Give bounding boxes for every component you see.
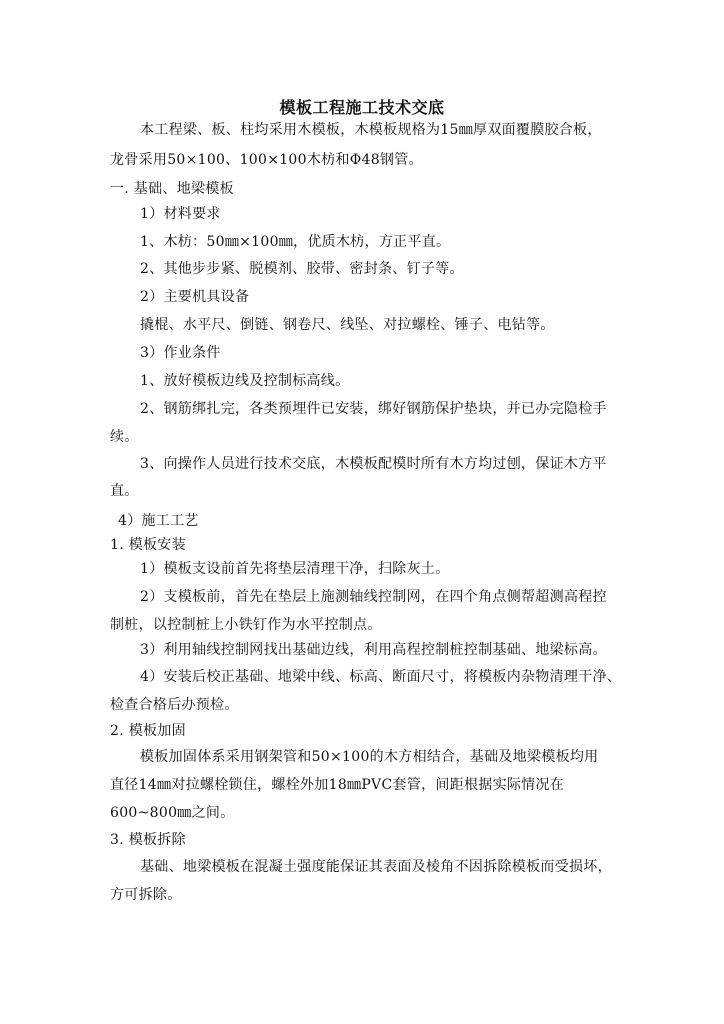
list-item: 4）安装后校正基础、地梁中线、标高、断面尺寸，将模板内杂物清理干净、 — [140, 669, 622, 685]
paragraph-line: 方可拆除。 — [110, 887, 182, 903]
section-heading: 3. 模板拆除 — [110, 832, 186, 848]
subsection-heading: 3）作业条件 — [140, 345, 221, 361]
list-item: 2、其他步步紧、脱模剂、胶带、密封条、钉子等。 — [140, 261, 464, 277]
paragraph-line: 直。 — [110, 483, 139, 499]
subsection-heading: 4）施工工艺 — [118, 513, 199, 529]
paragraph-line: 基础、地梁模板在混凝土强度能保证其表面及棱角不因拆除模板而受损坏， — [140, 859, 612, 875]
section-heading: 2. 模板加固 — [110, 723, 186, 739]
list-item: 1）模板支设前首先将垫层清理干净，扫除灰土。 — [140, 561, 450, 577]
subsection-heading: 2）主要机具设备 — [140, 289, 250, 305]
document-title: 模板工程施工技术交底 — [279, 98, 445, 117]
section-heading: 一. 基础、地梁模板 — [110, 181, 234, 197]
list-item: 1、木枋：50㎜×100㎜，优质木枋，方正平直。 — [140, 234, 451, 250]
list-item: 3）利用轴线控制网找出基础边线，利用高程控制桩控制基础、地梁标高。 — [140, 642, 607, 658]
list-item: 1、放好模板边线及控制标高线。 — [140, 373, 350, 389]
list-item: 2、钢筋绑扎完，各类预埋件已安装，绑好钢筋保护垫块，并已办完隐检手 — [140, 401, 607, 417]
paragraph-line: 撬棍、水平尺、倒链、钢卷尺、线坠、对拉螺栓、锤子、电钻等。 — [140, 317, 555, 333]
paragraph-line: 龙骨采用50×100、100×100木枋和Φ48钢管。 — [110, 152, 423, 168]
subsection-heading: 1）材料要求 — [140, 206, 221, 222]
section-heading: 1. 模板安装 — [110, 537, 186, 553]
list-item: 3、向操作人员进行技术交底，木模板配模时所有木方均过刨，保证木方平 — [140, 456, 607, 472]
paragraph-line: 本工程梁、板、柱均采用木模板，木模板规格为15㎜厚双面覆膜胶合板， — [140, 122, 602, 138]
paragraph-line: 直径14㎜对拉螺栓锁住，螺栓外加18㎜PVC套管，间距根据实际情况在 — [110, 777, 565, 793]
paragraph-line: 制桩，以控制桩上小铁钉作为水平控制点。 — [110, 617, 382, 633]
paragraph-line: 检查合格后办预检。 — [110, 697, 239, 713]
paragraph-line: 模板加固体系采用钢架管和50×100的木方相结合，基础及地梁模板均用 — [140, 749, 599, 765]
paragraph-line: 续。 — [110, 429, 139, 445]
list-item: 2）支模板前，首先在垫层上施测轴线控制网，在四个角点侧帮超测高程控 — [140, 589, 607, 605]
paragraph-line: 600~800㎜之间。 — [110, 805, 235, 821]
